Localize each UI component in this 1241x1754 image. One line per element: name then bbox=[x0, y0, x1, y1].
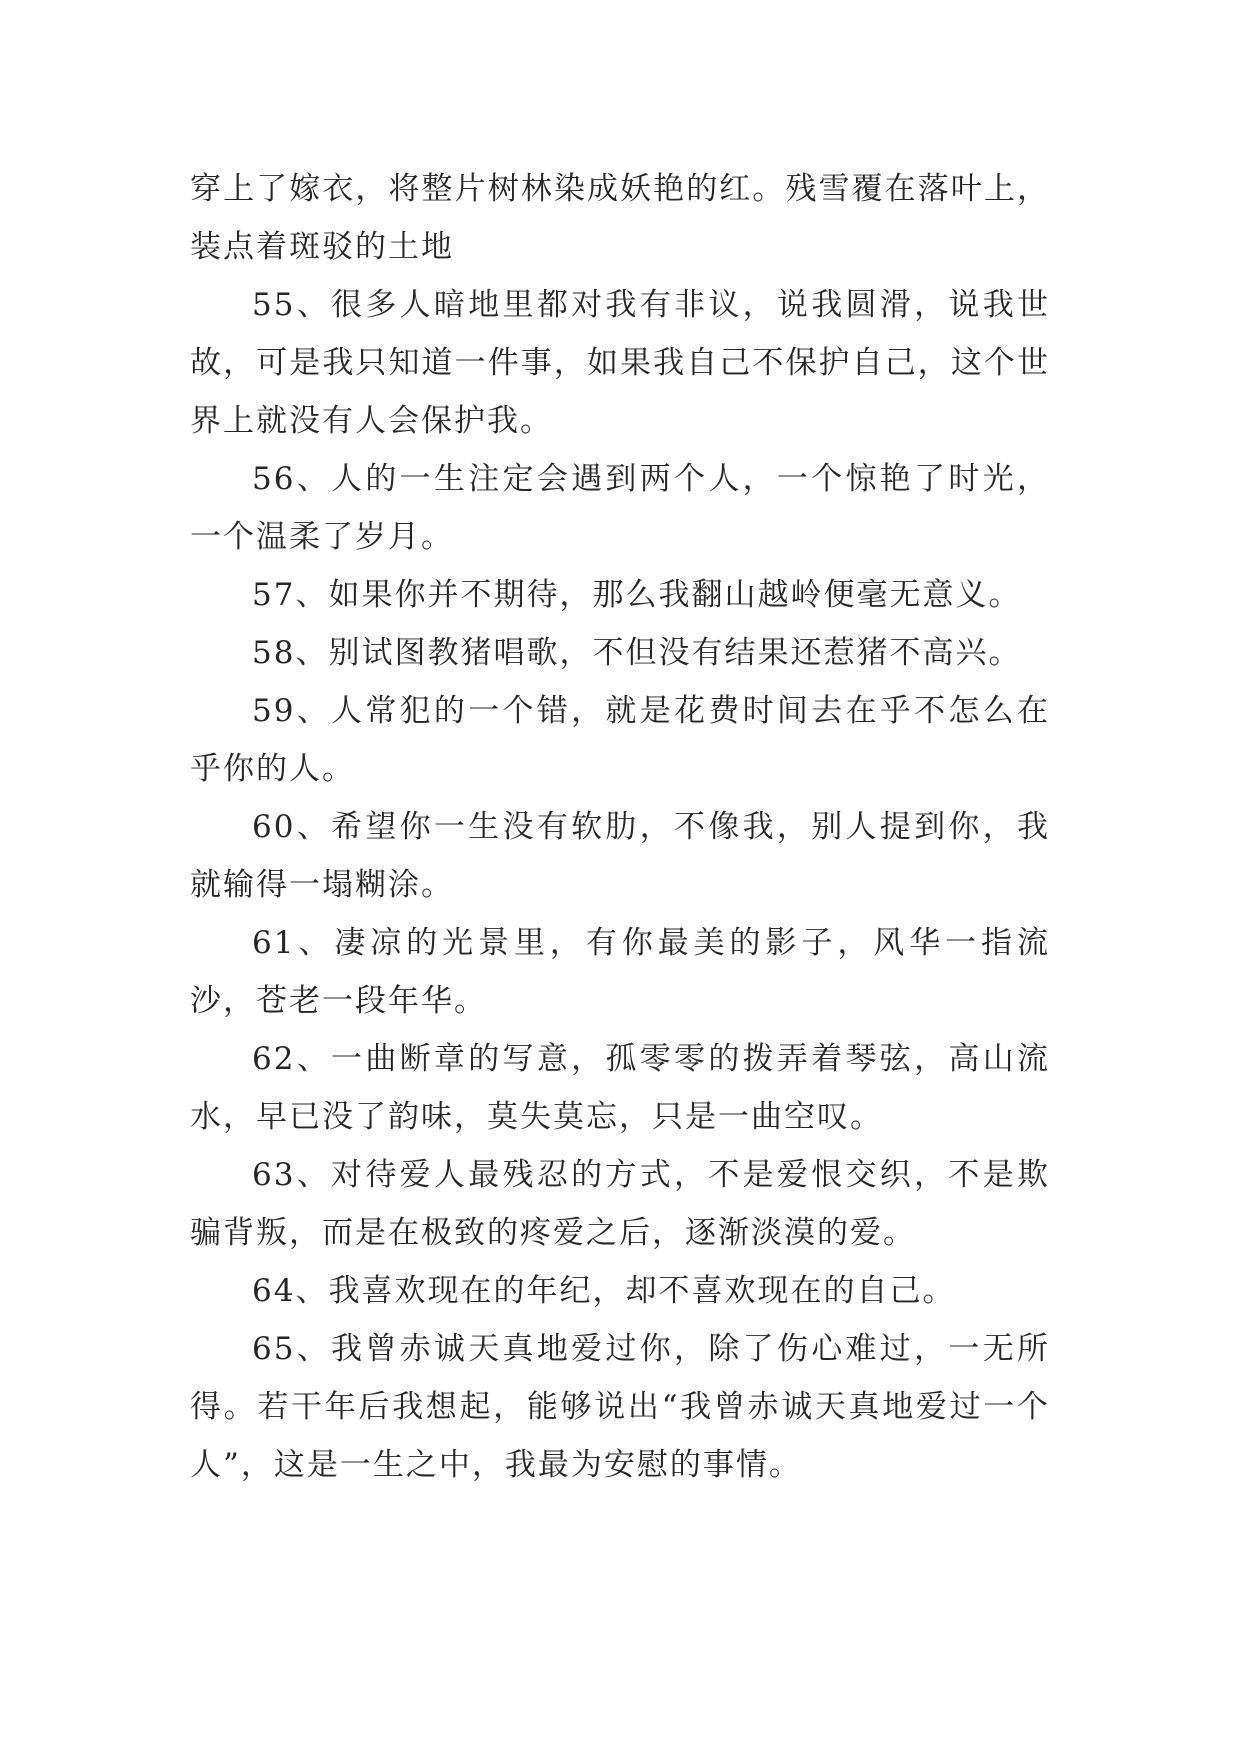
paragraph-continuation: 穿上了嫁衣，将整片树林染成妖艳的红。残雪覆在落叶上，装点着斑驳的土地 bbox=[190, 171, 1050, 265]
paragraph-59: 59、人常犯的一个错，就是花费时间去在乎不怎么在乎你的人。 bbox=[190, 693, 1050, 787]
paragraph-62: 62、一曲断章的写意，孤零零的拨弄着琴弦，高山流水，早已没了韵味，莫失莫忘，只是一曲空叹。 bbox=[190, 1041, 1050, 1135]
paragraph-55: 55、很多人暗地里都对我有非议，说我圆滑，说我世故，可是我只知道一件事，如果我自己不保护自己，这个世界上就没有人会保护我。 bbox=[190, 287, 1050, 439]
paragraph-63: 63、对待爱人最残忍的方式，不是爱恨交织，不是欺骗背叛，而是在极致的疼爱之后，逐渐淡漠的爱。 bbox=[190, 1157, 1050, 1251]
paragraph-60: 60、希望你一生没有软肋，不像我，别人提到你，我就输得一塌糊涂。 bbox=[190, 809, 1050, 903]
paragraph-57: 57、如果你并不期待，那么我翻山越岭便毫无意义。 bbox=[252, 577, 1022, 613]
paragraph-58: 58、别试图教猪唱歌，不但没有结果还惹猪不高兴。 bbox=[252, 635, 1022, 671]
document-body bbox=[190, 160, 1050, 1494]
paragraph-56: 56、人的一生注定会遇到两个人，一个惊艳了时光，一个温柔了岁月。 bbox=[190, 461, 1050, 555]
paragraph-64: 64、我喜欢现在的年纪，却不喜欢现在的自己。 bbox=[252, 1273, 956, 1309]
paragraph-61: 61、凄凉的光景里，有你最美的影子，风华一指流沙，苍老一段年华。 bbox=[190, 925, 1050, 1019]
paragraph-65: 65、我曾赤诚天真地爱过你，除了伤心难过，一无所得。若干年后我想起，能够说出“我曾赤诚天真地爱过一个人”，这是一生之中，我最为安慰的事情。 bbox=[190, 1331, 1050, 1483]
